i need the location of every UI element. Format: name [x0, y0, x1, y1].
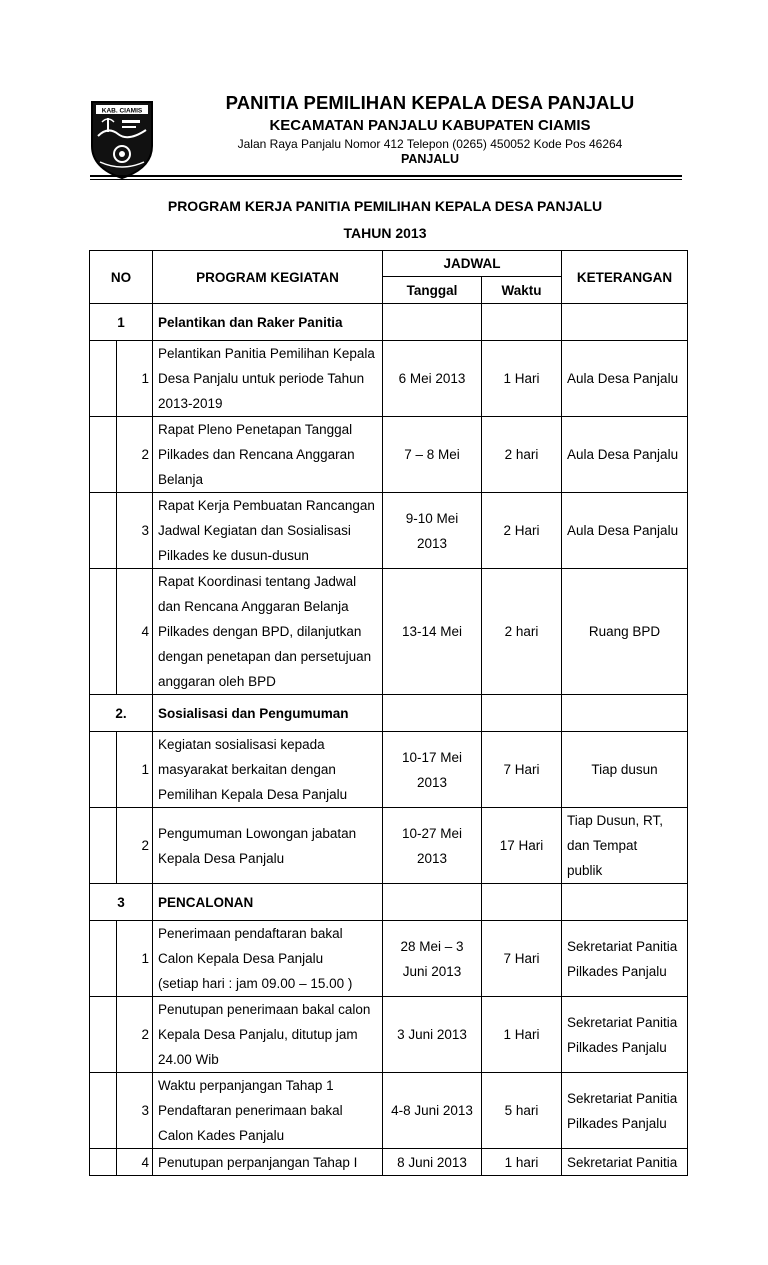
text-line: 9-10 Mei	[405, 510, 459, 526]
text-line: 2013	[416, 774, 448, 790]
item-number: 4	[117, 1149, 153, 1176]
text-line: Pemilihan Kepala Desa Panjalu	[158, 787, 348, 802]
item-keterangan	[562, 1149, 688, 1176]
item-program	[153, 569, 383, 695]
empty-cell	[482, 884, 562, 921]
indent-cell	[90, 1149, 117, 1176]
table-row	[90, 921, 688, 997]
text-line: Aula Desa Panjalu	[567, 447, 679, 462]
table-row	[90, 417, 688, 493]
letterhead-rule-thin	[90, 179, 682, 180]
table-row	[90, 808, 688, 884]
text-line: Sekretariat Panitia	[567, 1154, 678, 1170]
section-title: Pelantikan dan Raker Panitia	[153, 304, 383, 341]
item-tanggal	[383, 921, 482, 997]
text-line: Kepala Desa Panjalu, ditutup jam	[158, 1027, 358, 1042]
item-program	[153, 1073, 383, 1149]
text-line: Pilkades Panjalu	[567, 1115, 667, 1131]
text-line: dan Rencana Anggaran Belanja	[158, 599, 349, 614]
program-table	[89, 250, 688, 1176]
indent-cell	[90, 808, 117, 884]
text-line: masyarakat berkaitan dengan	[158, 762, 336, 777]
section-number: 3	[90, 884, 153, 921]
item-keterangan	[562, 997, 688, 1073]
text-line: anggaran oleh BPD	[158, 674, 276, 689]
indent-cell	[90, 921, 117, 997]
item-keterangan	[562, 417, 688, 493]
table-row	[90, 341, 688, 417]
header-tanggal: Tanggal	[383, 277, 482, 304]
item-keterangan	[562, 808, 688, 884]
item-number: 2	[117, 808, 153, 884]
text-line: Aula Desa Panjalu	[567, 371, 679, 386]
item-waktu: 7 Hari	[482, 921, 562, 997]
item-waktu: 5 hari	[482, 1073, 562, 1149]
empty-cell	[383, 304, 482, 341]
letterhead-subtitle: KECAMATAN PANJALU KABUPATEN CIAMIS	[269, 117, 591, 134]
empty-cell	[383, 884, 482, 921]
text-line: Pendaftaran penerimaan bakal	[158, 1103, 343, 1118]
header-waktu: Waktu	[482, 277, 562, 304]
indent-cell	[90, 341, 117, 417]
item-waktu: 2 hari	[482, 569, 562, 695]
text-line: (setiap hari : jam 09.00 – 15.00 )	[158, 976, 353, 991]
text-line: 3 Juni 2013	[397, 1027, 467, 1042]
text-line: dengan penetapan dan persetujuan	[158, 649, 372, 664]
letterhead-rule	[90, 175, 682, 177]
text-line: Pilkades Panjalu	[567, 963, 667, 979]
text-line: Sekretariat Panitia	[567, 1014, 678, 1030]
ciamis-emblem-icon	[88, 96, 156, 180]
item-number: 3	[117, 493, 153, 569]
item-number: 2	[117, 997, 153, 1073]
text-line: Penutupan perpanjangan Tahap I	[158, 1154, 358, 1170]
indent-cell	[90, 732, 117, 808]
item-number: 4	[117, 569, 153, 695]
item-tanggal	[383, 417, 482, 493]
text-line: Pilkades dengan BPD, dilanjutkan	[158, 624, 362, 639]
text-line: Rapat Kerja Pembuatan Rancangan	[158, 498, 375, 513]
item-waktu: 17 Hari	[482, 808, 562, 884]
indent-cell	[90, 493, 117, 569]
header-program: PROGRAM KEGIATAN	[153, 251, 383, 304]
text-line: Penutupan penerimaan bakal calon	[158, 1002, 371, 1017]
text-line: Juni 2013	[402, 963, 462, 979]
text-line: Jadwal Kegiatan dan Sosialisasi	[158, 523, 351, 538]
text-line: 28 Mei – 3	[400, 938, 464, 954]
letterhead-city: PANJALU	[400, 152, 460, 166]
empty-cell	[482, 695, 562, 732]
section-row	[90, 884, 688, 921]
item-number: 2	[117, 417, 153, 493]
text-line: Desa Panjalu untuk periode Tahun	[158, 371, 365, 386]
text-line: Pilkades Panjalu	[567, 1039, 667, 1055]
empty-cell	[562, 304, 688, 341]
table-row	[90, 1149, 688, 1176]
table-row	[90, 1073, 688, 1149]
text-line: Pelantikan Panitia Pemilihan Kepala	[158, 346, 375, 361]
item-tanggal	[383, 1149, 482, 1176]
indent-cell	[90, 1073, 117, 1149]
item-keterangan	[562, 569, 688, 695]
section-row	[90, 304, 688, 341]
item-waktu: 2 hari	[482, 417, 562, 493]
table-row	[90, 493, 688, 569]
item-program	[153, 417, 383, 493]
item-keterangan	[562, 1073, 688, 1149]
text-line: Pilkades ke dusun-dusun	[158, 548, 309, 563]
text-line: Kepala Desa Panjalu	[158, 850, 285, 866]
text-line: publik	[567, 863, 603, 878]
text-line: Pilkades dan Rencana Anggaran	[158, 447, 355, 462]
item-tanggal	[383, 1073, 482, 1149]
text-line: Calon Kades Panjalu	[158, 1128, 285, 1143]
text-line: Rapat Pleno Penetapan Tanggal	[158, 422, 353, 437]
text-line: 2013	[416, 535, 448, 551]
section-number: 1	[90, 304, 153, 341]
section-number: 2.	[90, 695, 153, 732]
table-row	[90, 997, 688, 1073]
indent-cell	[90, 997, 117, 1073]
item-program	[153, 493, 383, 569]
text-line: Penerimaan pendaftaran bakal	[158, 926, 343, 941]
text-line: Tiap dusun	[591, 762, 658, 777]
empty-cell	[482, 304, 562, 341]
header-keterangan: KETERANGAN	[562, 251, 688, 304]
svg-text:KAB. CIAMIS: KAB. CIAMIS	[101, 107, 143, 115]
text-line: Aula Desa Panjalu	[567, 523, 679, 538]
header-jadwal: JADWAL	[383, 251, 562, 277]
header-no: NO	[90, 251, 153, 304]
section-title: Sosialisasi dan Pengumuman	[153, 695, 383, 732]
item-number: 1	[117, 732, 153, 808]
text-line: Sekretariat Panitia	[567, 1090, 678, 1106]
item-program	[153, 732, 383, 808]
text-line: Kegiatan sosialisasi kepada	[158, 737, 325, 752]
item-tanggal	[383, 569, 482, 695]
empty-cell	[562, 695, 688, 732]
item-tanggal	[383, 341, 482, 417]
item-number: 1	[117, 921, 153, 997]
item-tanggal	[383, 808, 482, 884]
indent-cell	[90, 417, 117, 493]
text-line: Pengumuman Lowongan jabatan	[158, 825, 357, 841]
item-program	[153, 997, 383, 1073]
text-line: 8 Juni 2013	[397, 1154, 467, 1170]
text-line: Waktu perpanjangan Tahap 1	[158, 1078, 334, 1093]
table-row	[90, 732, 688, 808]
text-line: Belanja	[158, 472, 204, 487]
empty-cell	[383, 695, 482, 732]
section-row	[90, 695, 688, 732]
text-line: 2013	[416, 850, 448, 866]
item-waktu: 1 Hari	[482, 997, 562, 1073]
item-waktu: 1 hari	[482, 1149, 562, 1176]
document-year: TAHUN 2013	[343, 225, 427, 241]
text-line: 10-17 Mei	[401, 749, 463, 765]
item-program	[153, 808, 383, 884]
item-program	[153, 921, 383, 997]
document-title: PROGRAM KERJA PANITIA PEMILIHAN KEPALA DESA PANJALU	[167, 198, 603, 214]
letterhead-title: PANITIA PEMILIHAN KEPALA DESA PANJALU	[225, 92, 635, 113]
text-line: 4-8 Juni 2013	[391, 1103, 473, 1118]
item-waktu: 7 Hari	[482, 732, 562, 808]
indent-cell	[90, 569, 117, 695]
item-tanggal	[383, 997, 482, 1073]
text-line: 24.00 Wib	[158, 1052, 219, 1067]
text-line: Rapat Koordinasi tentang Jadwal	[158, 574, 357, 589]
text-line: Calon Kepala Desa Panjalu	[158, 951, 324, 966]
table-row	[90, 569, 688, 695]
text-line: 6 Mei 2013	[398, 371, 466, 386]
text-line: Ruang BPD	[588, 624, 661, 639]
text-line: 13-14 Mei	[401, 624, 463, 639]
item-waktu: 2 Hari	[482, 493, 562, 569]
letterhead-address: Jalan Raya Panjalu Nomor 412 Telepon (0265) 450052 Kode Pos 46264	[237, 137, 623, 151]
item-keterangan	[562, 921, 688, 997]
text-line: 2013-2019	[158, 396, 223, 411]
item-tanggal	[383, 493, 482, 569]
section-title: PENCALONAN	[153, 884, 383, 921]
item-keterangan	[562, 493, 688, 569]
text-line: 7 – 8 Mei	[404, 447, 460, 462]
item-waktu: 1 Hari	[482, 341, 562, 417]
item-number: 1	[117, 341, 153, 417]
item-keterangan	[562, 341, 688, 417]
item-keterangan	[562, 732, 688, 808]
empty-cell	[562, 884, 688, 921]
text-line: Tiap Dusun, RT,	[567, 813, 664, 828]
text-line: Sekretariat Panitia	[567, 938, 678, 954]
item-program	[153, 341, 383, 417]
text-line: dan Tempat	[567, 838, 638, 853]
text-line: 10-27 Mei	[401, 825, 463, 841]
item-tanggal	[383, 732, 482, 808]
program-table-body	[90, 304, 688, 1176]
item-number: 3	[117, 1073, 153, 1149]
item-program	[153, 1149, 383, 1176]
